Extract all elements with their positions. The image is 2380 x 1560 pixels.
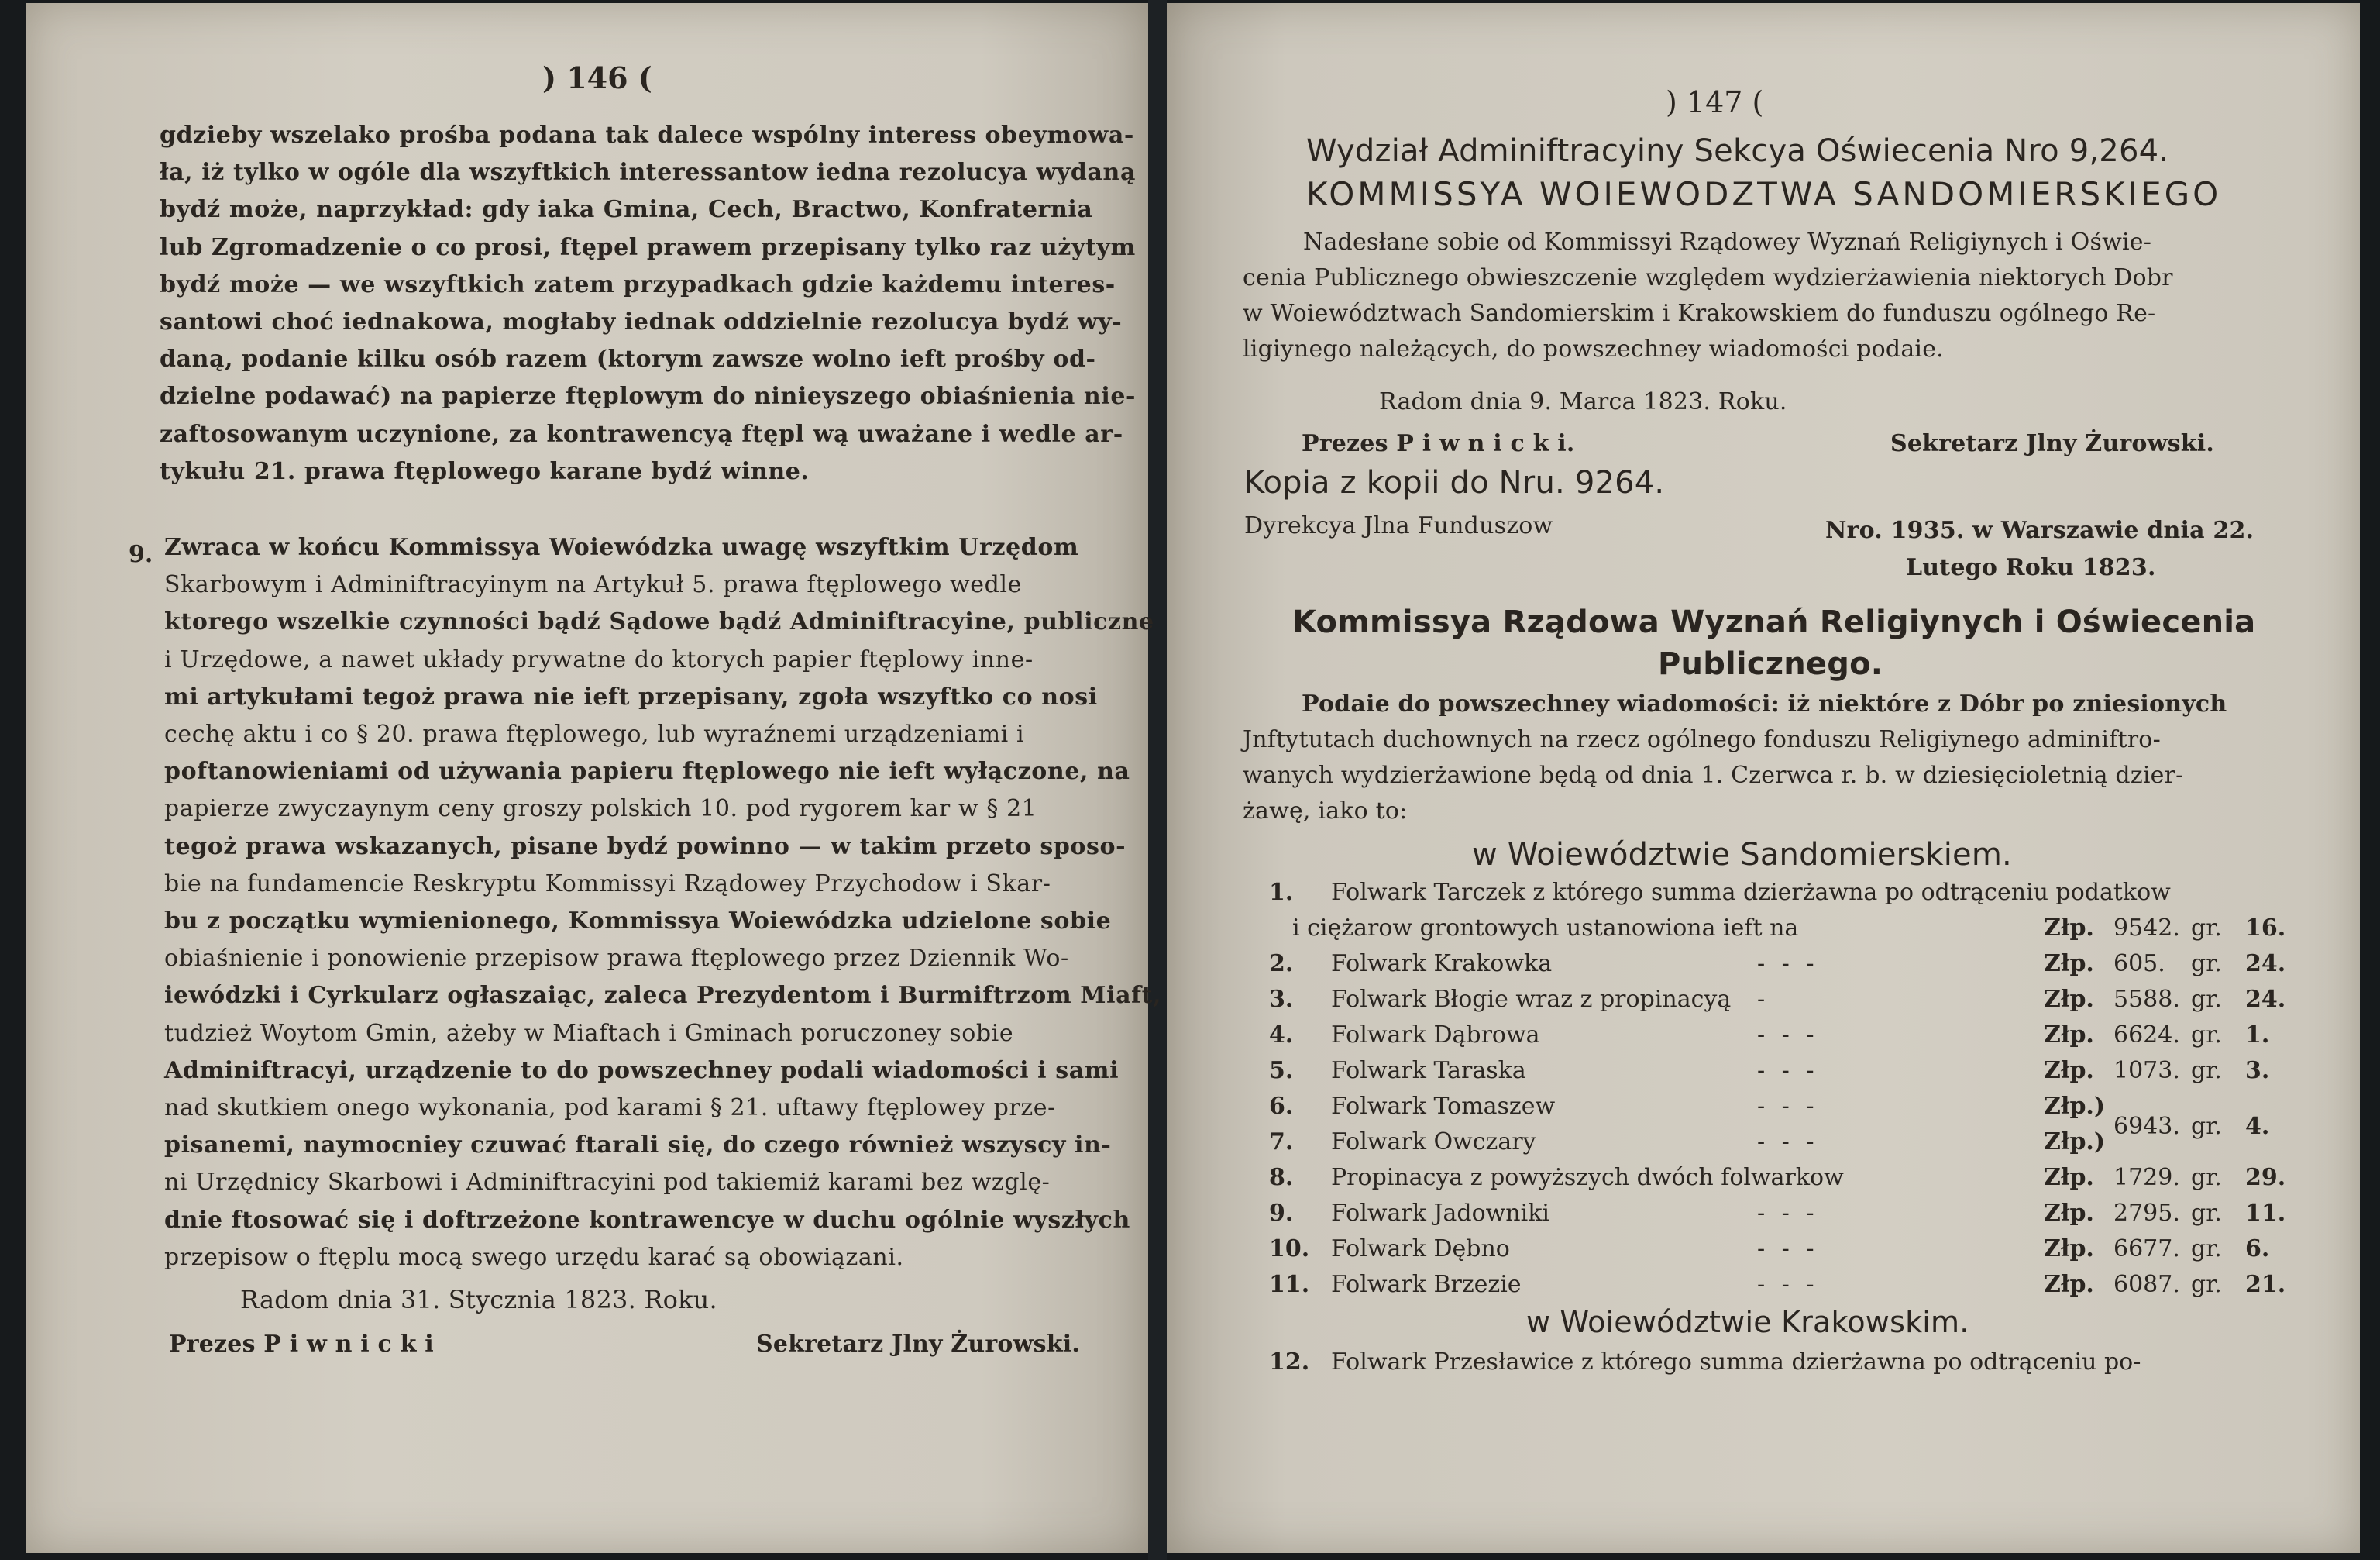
region-heading-krakow: w Woiewództwie Krakowskim. [1526, 1305, 1969, 1339]
ledger-row-number: 12. [1269, 1348, 1310, 1376]
ledger-row-gr-value: 6. [2245, 1235, 2270, 1262]
ledger-row-unit: Złp. [2044, 1200, 2094, 1227]
ledger-row-amount: 6087. [2113, 1271, 2180, 1298]
ledger-row-amount: 1073. [2113, 1057, 2180, 1084]
ledger-row-number: 3. [1269, 986, 1294, 1013]
commission-title: Kommissya Rządowa Wyznań Religiynych i Oświecenia [1292, 604, 2256, 640]
ledger-row-name: Folwark Tomaszew [1331, 1093, 1556, 1120]
text-line: obiaśnienie i ponowienie przepisow prawa ftęplowego przez Dziennik Wo- [164, 945, 1069, 973]
text-line: tudzież Woytom Gmin, ażeby w Miaftach i Gminach poruczoney sobie [164, 1019, 1014, 1047]
ledger-row-name: Folwark Brzezie [1331, 1271, 1522, 1298]
ledger-row-amount: 6943. [2113, 1113, 2180, 1140]
ledger-row-amount: 9542. [2113, 914, 2180, 942]
text-line: bie na fundamencie Reskryptu Kommissyi Rządowey Przychodow i Skar- [164, 870, 1051, 897]
ledger-row-dots: - - - [1757, 1271, 1819, 1298]
ledger-row-dots: - - - [1757, 1235, 1819, 1262]
ledger-row-dots: - - - [1757, 1093, 1819, 1120]
text-line: i Urzędowe, a nawet układy prywatne do ktorych papier ftęplowy inne- [164, 646, 1034, 673]
ledger-row-dots: - - - [1757, 1128, 1819, 1155]
text-line: Zwraca w końcu Kommissya Woiewódzka uwagę wszyftkim Urzędom [164, 534, 1079, 561]
ledger-row-gr-value: 11. [2245, 1200, 2286, 1227]
text-line: tegoż prawa wskazanych, pisane bydź powinno — w takim przeto sposo- [164, 832, 1126, 860]
text-line: Nadesłane sobie od Kommissyi Rządowey Wyznań Religiynych i Oświe- [1303, 229, 2152, 256]
book-gutter [1148, 0, 1167, 1560]
ledger-row-amount: 2795. [2113, 1200, 2180, 1227]
text-line: ligiynego należących, do powszechney wiadomości podaie. [1243, 336, 1944, 363]
ledger-row-name: Folwark Dąbrowa [1331, 1021, 1540, 1049]
right-date-line: Radom dnia 9. Marca 1823. Roku. [1379, 388, 1787, 415]
ledger-row-unit: Złp. [2044, 1235, 2094, 1262]
ledger-row-gr-value: 24. [2245, 950, 2286, 977]
ledger-row-gr: gr. [2191, 986, 2222, 1013]
ledger-row-name: Folwark Krakowka [1331, 950, 1553, 977]
ledger-row-amount: 605. [2113, 950, 2165, 977]
text-line: w Woiewództwach Sandomierskim i Krakowskiem do funduszu ogólnego Re- [1243, 300, 2156, 327]
text-line: cechę aktu i co § 20. prawa ftęplowego, lub wyraźnemi urządzeniami i [164, 721, 1025, 748]
ledger-row-number: 9. [1269, 1200, 1294, 1227]
ledger-row [1261, 986, 2284, 1020]
ledger-row-number: 10. [1269, 1235, 1310, 1262]
ledger-row [1261, 950, 2284, 984]
text-line: tykułu 21. prawa ftęplowego karane bydź winne. [160, 457, 810, 485]
text-line: bu z początku wymienionego, Kommissya Woiewódzka udzielone sobie [164, 907, 1112, 935]
ledger-row-gr-value: 4. [2245, 1113, 2270, 1140]
ledger-row-unit: Złp.) [2044, 1128, 2106, 1155]
text-line: przepisow o ftęplu mocą swego urzędu karać są obowiązani. [164, 1243, 904, 1271]
ledger-row [1261, 1164, 2284, 1198]
ledger-row-continuation [1261, 914, 2284, 949]
ledger-row-dots: - [1757, 986, 1770, 1013]
ledger-row [1261, 1235, 2284, 1269]
right-edge-shadow [2360, 0, 2380, 1560]
left-president-signature: Prezes P i w n i c k i [169, 1331, 434, 1358]
reference-line-2: Lutego Roku 1823. [1906, 554, 2156, 581]
copy-title: Kopia z kopii do Nru. 9264. [1244, 465, 1665, 501]
left-date-line: Radom dnia 31. Stycznia 1823. Roku. [240, 1285, 717, 1314]
text-line: pisanemi, naymocniey czuwać ftarali się, do czego również wszyscy in- [164, 1131, 1112, 1159]
text-line: bydź może, naprzykład: gdy iaka Gmina, Cech, Bractwo, Konfraternia [160, 196, 1093, 224]
ledger-row-unit: Złp. [2044, 1271, 2094, 1298]
ledger-row-gr-value: 24. [2245, 986, 2286, 1013]
ledger-row-dots: - - - [1757, 1021, 1819, 1049]
right-secretary-signature: Sekretarz Jlny Żurowski. [1890, 430, 2214, 457]
reference-line-1: Nro. 1935. w Warszawie dnia 22. [1825, 517, 2254, 544]
text-line: nad skutkiem onego wykonania, pod karami § 21. uftawy ftęplowey prze- [164, 1094, 1056, 1121]
ledger-row-number: 6. [1269, 1093, 1294, 1120]
text-line: lub Zgromadzenie o co prosi, ftępel prawem przepisany tylko raz użytym [160, 233, 1136, 261]
ledger-row-gr: gr. [2191, 1057, 2222, 1084]
ledger-row-name: Folwark Dębno [1331, 1235, 1510, 1262]
right-president-signature: Prezes P i w n i c k i. [1302, 430, 1575, 457]
ledger-row-unit: Złp. [2044, 1021, 2094, 1049]
ledger-row-gr: gr. [2191, 1113, 2222, 1140]
ledger-row [1261, 1057, 2284, 1091]
text-line: wanych wydzierżawione będą od dnia 1. Czerwca r. b. w dziesięcioletnią dzier- [1243, 762, 2184, 789]
ledger-row-name: i ciężarow grontowych ustanowiona ieft na [1292, 914, 1799, 942]
paragraph-number: 9. [129, 541, 153, 568]
text-line: santowi choć iednakowa, mogłaby iednak oddzielnie rezolucya bydź wy- [160, 308, 1123, 336]
directorate-line: Dyrekcya Jlna Funduszow [1244, 512, 1553, 539]
text-line: Podaie do powszechney wiadomości: iż niektóre z Dóbr po zniesionych [1302, 690, 2227, 718]
ledger-row-dots: - - - [1757, 1057, 1819, 1084]
commission-title-cont: Publicznego. [1658, 646, 1883, 682]
text-line: dnie ftosować się i doftrzeżone kontrawencye w duchu ogólnie wyszłych [164, 1206, 1130, 1234]
ledger-row-number: 2. [1269, 950, 1294, 977]
ledger-row [1261, 879, 2284, 913]
ledger-row-gr: gr. [2191, 914, 2222, 942]
ledger-row-gr: gr. [2191, 1021, 2222, 1049]
ledger-row-name: Folwark Owczary [1331, 1128, 1536, 1155]
ledger-row-number: 8. [1269, 1164, 1294, 1191]
ledger-row-dots: - - - [1757, 1200, 1819, 1227]
text-line: Skarbowym i Adminiftracyinym na Artykuł 5. prawa ftęplowego wedle [164, 571, 1022, 599]
ledger-row-amount: 5588. [2113, 986, 2180, 1013]
ledger-row-gr-value: 21. [2245, 1271, 2286, 1298]
text-line: mi artykułami tegoż prawa nie ieft przepisany, zgoła wszyftko co nosi [164, 683, 1098, 711]
ledger-row-gr: gr. [2191, 1271, 2222, 1298]
ledger-row-amount: 1729. [2113, 1164, 2180, 1191]
text-line: zaftosowanym uczynione, za kontrawencyą ftępl wą uważane i wedle ar- [160, 420, 1123, 448]
ledger-row-gr: gr. [2191, 1235, 2222, 1262]
text-line: Jnftytutach duchownych na rzecz ogólnego fonduszu Religiynego adminiftro- [1243, 726, 2161, 753]
ledger-row-number: 11. [1269, 1271, 1310, 1298]
ledger-row-gr-value: 29. [2245, 1164, 2286, 1191]
ledger-row-unit: Złp. [2044, 914, 2094, 942]
ledger-row-gr-value: 1. [2245, 1021, 2270, 1049]
ledger-row-gr: gr. [2191, 1200, 2222, 1227]
ledger-row-number: 7. [1269, 1128, 1294, 1155]
right-folio: ) 147 ( [1666, 85, 1764, 119]
text-line: ni Urzędnicy Skarbowi i Adminiftracyini pod takiemiż karami bez wzglę- [164, 1169, 1051, 1197]
ledger-row-number: 1. [1269, 879, 1294, 906]
ledger-row [1261, 1348, 2284, 1383]
ledger-row-unit: Złp. [2044, 1164, 2094, 1191]
ledger-row-gr-value: 3. [2245, 1057, 2270, 1084]
ledger-row-name: Propinacya z powyższych dwóch folwarkow [1331, 1164, 1844, 1191]
text-line: bydź może — we wszyftkich zatem przypadkach gdzie każdemu interes- [160, 270, 1116, 298]
text-line: gdzieby wszelako prośba podana tak dalece wspólny interess obeymowa- [160, 122, 1134, 149]
text-line: iewódzki i Cyrkularz ogłaszaiąc, zaleca Prezydentom i Burmiftrzom Miaft, [164, 982, 1162, 1010]
text-line: żawę, iako to: [1243, 797, 1408, 825]
ledger-row-dots: - - - [1757, 950, 1819, 977]
ledger-row-unit: Złp. [2044, 950, 2094, 977]
ledger-row-name: Folwark Przesławice z którego summa dzierżawna po odtrąceniu po- [1331, 1348, 2141, 1376]
ledger-row-unit: Złp. [2044, 986, 2094, 1013]
left-folio: ) 146 ( [542, 60, 652, 95]
ledger-row-amount: 6624. [2113, 1021, 2180, 1049]
ledger-row-number: 4. [1269, 1021, 1294, 1049]
section-header: Wydział Adminiftracyiny Sekcya Oświecenia Nro 9,264. [1306, 133, 2169, 169]
ledger-row-name: Folwark Jadowniki [1331, 1200, 1549, 1227]
ledger-row-unit: Złp. [2044, 1057, 2094, 1084]
ledger-row [1261, 1021, 2284, 1055]
ledger-row-name: Folwark Błogie wraz z propinacyą [1331, 986, 1732, 1013]
commission-header: KOMMISSYA WOIEWODZTWA SANDOMIERSKIEGO [1306, 175, 2222, 213]
ledger-row-number: 5. [1269, 1057, 1294, 1084]
region-heading-sandomierz: w Woiewództwie Sandomierskiem. [1472, 837, 2012, 873]
ledger-row-unit: Złp.) [2044, 1093, 2106, 1120]
text-line: Adminiftracyi, urządzenie to do powszechney podali wiadomości i sami [164, 1056, 1119, 1084]
ledger-row-gr: gr. [2191, 950, 2222, 977]
text-line: ła, iż tylko w ogóle dla wszyftkich interessantow iedna rezolucya wydaną [160, 159, 1136, 187]
text-line: poftanowieniami od używania papieru ftęplowego nie ieft wyłączone, na [164, 758, 1130, 786]
ledger-row-gr: gr. [2191, 1164, 2222, 1191]
ledger-row [1261, 1200, 2284, 1234]
ledger-row [1261, 1271, 2284, 1305]
ledger-row [1261, 1113, 2284, 1162]
text-line: daną, podanie kilku osób razem (ktorym zawsze wolno ieft prośby od- [160, 346, 1096, 374]
text-line: dzielne podawać) na papierze ftęplowym do niniеyszego obiaśnienia nie- [160, 383, 1137, 411]
left-secretary-signature: Sekretarz Jlny Żurowski. [756, 1331, 1080, 1358]
ledger-row-amount: 6677. [2113, 1235, 2180, 1262]
ledger-row-name: Folwark Tarczek z którego summa dzierżawna po odtrąceniu podatkow [1331, 879, 2171, 906]
text-line: cenia Publicznego obwieszczenie względem wydzierżawienia niektorych Dobr [1243, 264, 2173, 291]
ledger-row-name: Folwark Taraska [1331, 1057, 1526, 1084]
ledger-row-gr-value: 16. [2245, 914, 2286, 942]
text-line: ktorego wszelkie czynności bądź Sądowe bądź Adminiftracyine, publiczne [164, 608, 1154, 636]
text-line: papierze zwyczaynym ceny groszy polskich 10. pod rygorem kar w § 21 [164, 795, 1037, 823]
